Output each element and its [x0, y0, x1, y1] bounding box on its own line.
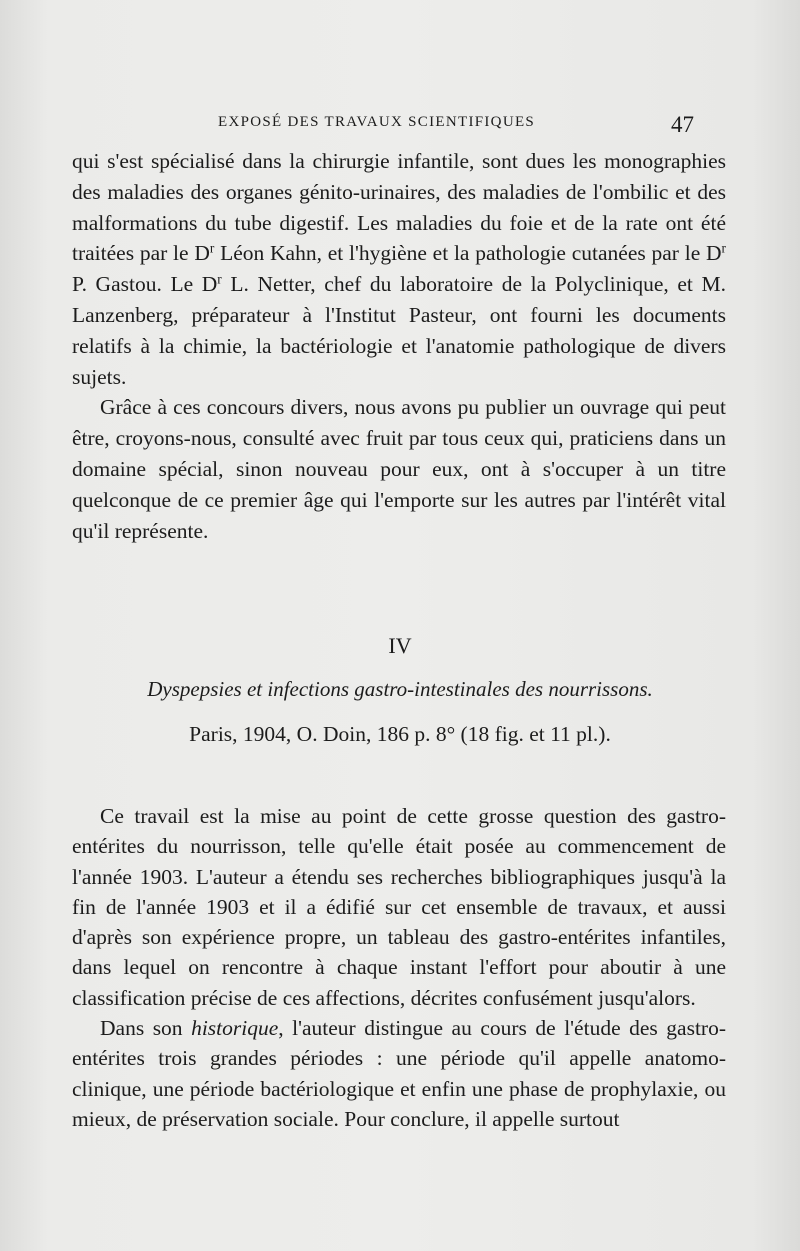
- superscript: r: [721, 241, 726, 257]
- paragraph-conclusion: Grâce à ces concours divers, nous avons pu publier un ouvrage qui peut être, croyons-nous, consulté avec fruit par tous ceux qui, praticiens dans un domaine spécial, sinon nouveau pour eux, ont à s'occuper à un titre quelconque de ce premier âge qui l'emporte sur les autres par l'intérêt vital qu'il représente.: [72, 395, 726, 543]
- text-run: qui s'est spécialisé dans la chirurgie infantile, sont dues les monographies des maladies des organes génito-urinaires, des maladies de l'ombilic et des malformations du tube digestif. Les maladies du foie et de la rate ont été traitées par le D: [72, 149, 726, 266]
- section-2-text: [72, 801, 726, 1134]
- running-title: EXPOSÉ DES TRAVAUX SCIENTIFIQUES: [218, 114, 536, 130]
- italic-term: historique: [191, 1016, 279, 1041]
- work-reference: Paris, 1904, O. Doin, 186 p. 8° (18 fig. et 11 pl.).: [189, 722, 611, 746]
- paragraph-contributors: [72, 146, 726, 392]
- superscript: r: [209, 241, 215, 257]
- text-run: L. Netter, chef du laboratoire de la Polyclinique, et M. Lanzenberg, préparateur à l'Institut Pasteur, ont fourni les documents relatifs à la chimie, la bactériologie et l'anatomie pathologique de divers sujets.: [72, 272, 727, 389]
- page-header: [0, 112, 800, 142]
- section-number: IV: [388, 633, 412, 658]
- section-1-text: [72, 146, 726, 546]
- superscript: r: [217, 271, 222, 287]
- work-title: Dyspepsies et infections gastro-intestinales des nourrissons.: [147, 677, 653, 701]
- text-run: , l'auteur distingue au cours de l'étude des gastro-entérites trois grandes périodes : une période qu'il appelle anatomo-clinique, une période bactériologique et enfin une phase de prophylaxie, ou mieux, de préservation sociale. Pour conclure, il appelle surtout: [72, 1016, 726, 1131]
- text-run: P. Gastou. Le D: [72, 272, 218, 297]
- paragraph-historique: [72, 1013, 726, 1134]
- text-run: Léon Kahn, et l'hygiène et la pathologie cutanées par le D: [214, 241, 722, 266]
- page-number: 47: [671, 112, 694, 137]
- paragraph-summary: Ce travail est la mise au point de cette grosse question des gastro-entérites du nourrisson, telle qu'elle était posée au commencement de l'année 1903. L'auteur a étendu ses recherches bibliographiques jusqu'à la fin de l'année 1903 et il a édifié sur cet ensemble de travaux, et aussi d'après son expérience propre, un tableau des gastro-entérites infantiles, dans lequel on rencontre à chaque instant l'effort pour aboutir à une classification précise de ces affections, décrites confusément jusqu'alors.: [72, 804, 726, 1010]
- text-run: Dans son: [100, 1016, 192, 1041]
